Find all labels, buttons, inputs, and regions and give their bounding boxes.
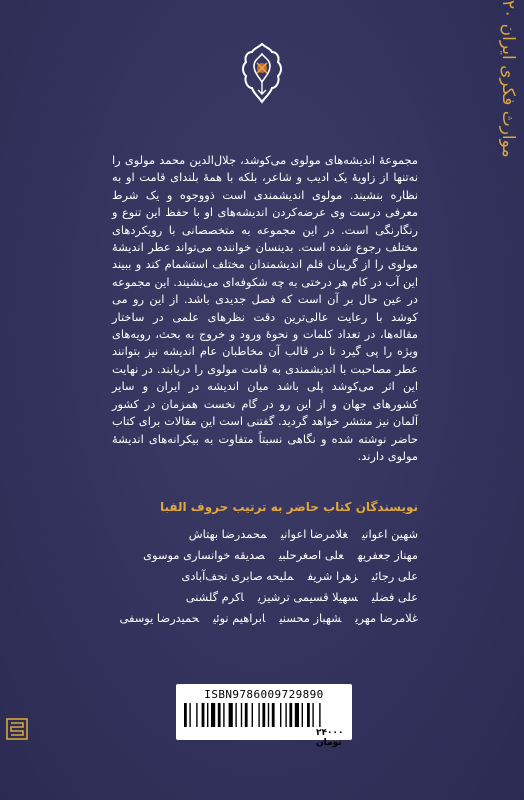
authors-row <box>112 524 418 545</box>
barcode-icon <box>184 703 344 727</box>
author-name: شهین اعوانی <box>361 527 418 541</box>
author-name: علی رجائی <box>371 569 418 583</box>
author-name: صدیقه خوانساری موسوی <box>143 548 265 562</box>
author-name: محمدرضا بهتاش <box>188 527 267 541</box>
authors-row <box>112 566 418 587</box>
authors-row <box>112 545 418 566</box>
authors-row <box>112 608 418 629</box>
author-name: غلامرضا اعوانی <box>280 527 348 541</box>
isbn-number: ISBN9786009729890 <box>204 688 324 701</box>
publisher-logo-icon <box>6 718 28 740</box>
author-name: ابراهیم نوئی <box>212 611 266 625</box>
authors-list <box>112 524 418 629</box>
ornament-emblem-icon <box>240 42 284 104</box>
author-name: علی اصغرحلبی <box>278 548 344 562</box>
author-name: علی فضلی <box>371 590 418 604</box>
authors-row <box>112 587 418 608</box>
author-name: زهرا شریف <box>307 569 358 583</box>
author-name: ملیحه صابری نجف‌آبادی <box>181 569 294 583</box>
author-name: غلامرضا مهری <box>355 611 418 625</box>
author-name: شهباز محسنی <box>279 611 342 625</box>
authors-heading: نویسندگان کتاب حاضر به ترتیب حروف الفبا <box>159 500 418 514</box>
author-name: اکرم گلشنی <box>185 590 244 604</box>
book-description: مجموعهٔ اندیشه‌های مولوی می‌کوشد، جلال‌الدین محمد مولوی را نه‌تنها از زاویهٔ یک ادیب و شاعر، بلکه با همهٔ بلندای قامت او به نظاره بنشیند. مولوی اندیشمندی است ذووجوه و یک شرط معرفی درست وی عرضه‌کردن اندیشه‌های او با حفظ این تنوع و رنگارنگی است. در این مجموعه به متخصصانی با رویکردهای مختلف رجوع شده است. بدینسان خواننده می‌تواند عطر اندیشهٔ مولوی را از گریبان قلم اندیشمندان مختلف استشمام کند و ببیند این آب در کام هر درختی به چه شکوفه‌ای می‌نشیند. این مجموعه در عین حال بر آن است که فصل جدیدی باشد. از این رو می کوشد با رعایت عالی‌ترین دقت نظرهای علمی در ساختار مقاله‌ها، در تعداد کلمات و نحوهٔ ورود و خروج به بحث، رویه‌های ویژه را پی گیرد تا در قالب آن مخاطبان عام اندیشه نیز بتوانند عطر مصاحبت با اندیشمندی به قامت مولوی را دریابند. در نهایت این اثر می‌کوشد پلی باشد میان اندیشه در ایران و سایر کشورهای جهان و از این رو در گام نخست همزمان در کشور آلمان نیز منتشر خواهد گردید. گفتنی است این مقالات برای کتاب حاضر نوشته شده و نگاهی نسبتاً متفاوت به بیکرانه‌های اندیشهٔ مولوی دارند. <box>112 153 418 463</box>
author-name: حمیدرضا یوسفی <box>119 611 199 625</box>
author-name: مهناز جعفریه <box>357 548 418 562</box>
author-name: سهیلا قسیمی ترشیزی <box>257 590 358 604</box>
series-title: موارث فکری ایران ۲۰ <box>498 0 518 158</box>
price-tag: ۲۴۰۰۰ تومان <box>316 728 344 748</box>
